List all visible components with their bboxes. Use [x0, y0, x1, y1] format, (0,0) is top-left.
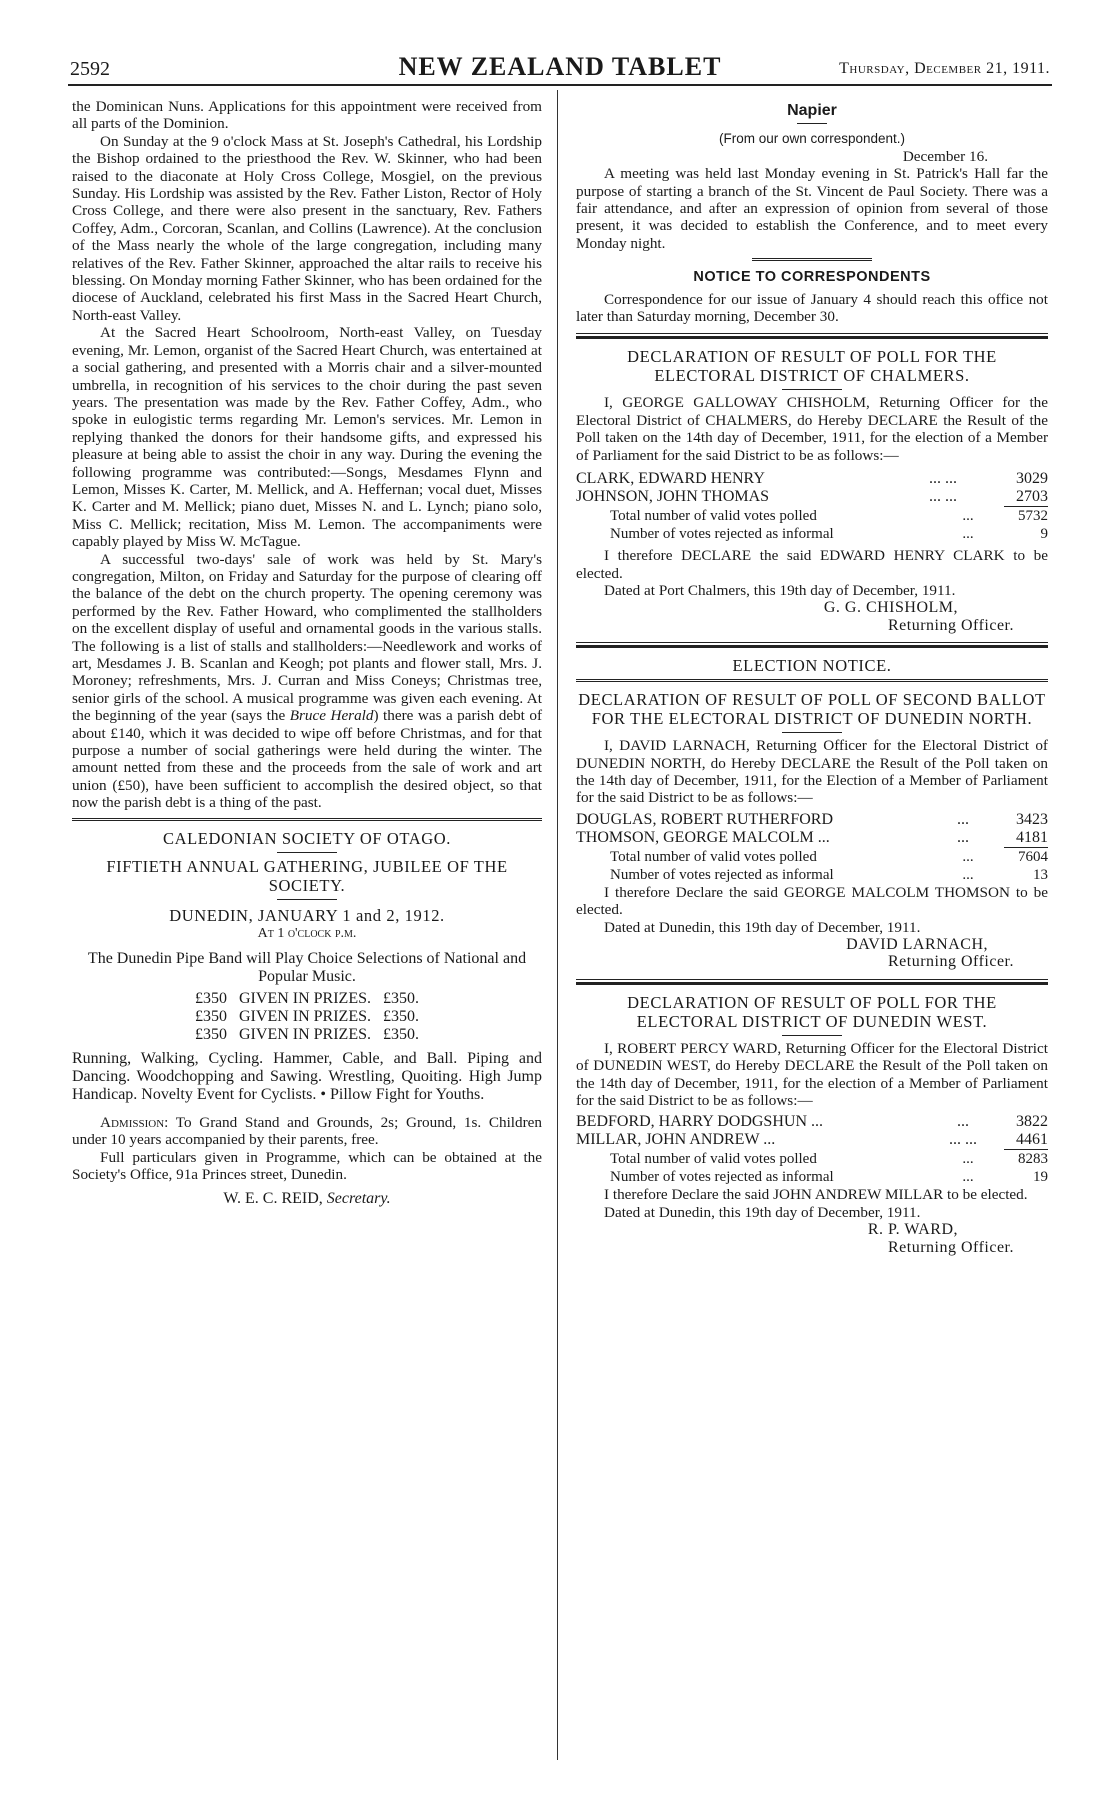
- leader-dots: ...: [962, 508, 974, 525]
- candidate-name: MILLAR, JOHN ANDREW ...: [576, 1131, 776, 1149]
- leader-dots: ...: [957, 810, 969, 828]
- leader-dots: ... ...: [929, 470, 957, 488]
- napier-body: A meeting was held last Monday evening in St. Patrick's Hall far the purpose of starting a branch of the St. Vincent de Paul Society. There was a fair attendance, and after an expression of opinion from several of those present, it was decided to establish the Conference, and to meet every Monday night.: [576, 165, 1048, 252]
- candidate-name: THOMSON, GEORGE MALCOLM ...: [576, 828, 830, 846]
- vote-count: 3423: [1016, 810, 1048, 828]
- leader-dots: ... ...: [949, 1131, 977, 1149]
- prize-text: GIVEN IN PRIZES.: [239, 1026, 371, 1044]
- vote-count: 2703: [1016, 488, 1048, 506]
- north-signature: DAVID LARNACH,: [846, 935, 988, 953]
- total-votes: 7604: [1018, 848, 1048, 865]
- short-rule: [782, 732, 842, 733]
- caledonian-events: Running, Walking, Cycling. Hammer, Cable, and Ball. Piping and Dancing. Woodchopping and Sawing. Wrestling, Quoiting. High Jump Handicap. Novelty Event for Cyclists. • Pillow Fight for Youths.: [72, 1050, 542, 1104]
- prize-text: GIVEN IN PRIZES.: [239, 990, 371, 1008]
- page-header: [70, 52, 1050, 86]
- west-signature: R. P. WARD,: [867, 1221, 958, 1239]
- rejected-label: Number of votes rejected as informal: [610, 866, 834, 883]
- napier-date: December 16.: [902, 147, 988, 165]
- total-row: [576, 1150, 1048, 1168]
- caledonian-date: DUNEDIN, JANUARY 1 and 2, 1912.: [169, 905, 445, 925]
- total-row: [576, 507, 1048, 525]
- leader-dots: ...: [962, 1169, 974, 1186]
- publication-name: Bruce Herald: [289, 707, 374, 725]
- short-rule: [797, 123, 827, 124]
- total-votes: 5732: [1018, 508, 1048, 525]
- prize-amount: £350.: [383, 1026, 419, 1044]
- result-row: [576, 470, 1048, 488]
- caledonian-title: CALEDONIAN SOCIETY OF OTAGO.: [162, 828, 452, 848]
- chalmers-signature: G. G. CHISHOLM,: [823, 599, 958, 617]
- vote-count: 3822: [1016, 1113, 1048, 1131]
- rejected-row: [576, 525, 1048, 543]
- short-rule: [277, 899, 337, 900]
- chalmers-declaration: I therefore DECLARE the said EDWARD HENRY CLARK to be elected.: [576, 547, 1048, 582]
- notice-heading: NOTICE TO CORRESPONDENTS: [693, 269, 931, 286]
- admission-text: : To Grand Stand and Grounds, 2s; Ground, 1s. Children under 10 years accompanied by their parents, free.: [72, 1114, 542, 1149]
- west-declaration: I therefore Declare the said JOHN ANDREW MILLAR to be elected.: [604, 1186, 1028, 1204]
- section-rule: [576, 979, 1048, 985]
- result-row: [576, 488, 1048, 506]
- leader-dots: ...: [962, 1151, 974, 1168]
- leader-dots: ...: [957, 828, 969, 846]
- chalmers-results: [576, 470, 1048, 506]
- left-column: [72, 98, 542, 1207]
- total-label: Total number of valid votes polled: [610, 508, 817, 525]
- article-paragraph: At the Sacred Heart Schoolroom, North-east Valley, on Tuesday evening, Mr. Lemon, organist of the Sacred Heart Church, was entertained at a social gathering, and presented with a Morris chair and a silver-mounted umbrella, in recognition of his services to the choir during the past seven years. The presentation was made by the Rev. Father Coffey, Adm., who spoke in eulogistic terms regarding Mr. Lemon's services. Mr. Lemon in replying thanked the donors for their handsome gifts, and expressed his pleasure at being able to assist the choir in any way. During the evening the following programme was contributed:—Songs, Mesdames Flynn and Lemon, Misses K. Carter, M. Mellick, and A. Heffernan; vocal duet, Misses K. Carter and M. Mellick; piano duet, Misses N. and L. Lynch; piano solo, Miss C. Mellick; recitation, Miss M. Lemon. The accompaniments were capably played by Miss W. McTague.: [72, 324, 542, 551]
- result-row: [576, 829, 1048, 847]
- rejected-label: Number of votes rejected as informal: [610, 526, 834, 543]
- rejected-votes: 13: [1033, 866, 1048, 883]
- short-rule: [277, 852, 337, 853]
- prize-list: [189, 990, 425, 1044]
- rejected-votes: 9: [1040, 526, 1048, 543]
- prize-row: [189, 990, 425, 1008]
- notice-body: Correspondence for our issue of January 4 should reach this office not later than Saturday morning, December 30.: [576, 290, 1048, 326]
- prize-amount: £350: [195, 990, 227, 1008]
- result-row: [576, 811, 1048, 829]
- total-row: [576, 848, 1048, 866]
- west-title: DECLARATION OF RESULT OF POLL FOR THE ELECTORAL DISTRICT OF DUNEDIN WEST.: [627, 992, 997, 1031]
- paragraph-text: A successful two-days' sale of work was held by St. Mary's congregation, Milton, on Friday and Saturday for the purpose of clearing off the balance of the debt on the church property. The opening ceremony was performed by the Rev. Father Howard, who complimented the stallholders on the excellent display of useful and ornamental goods in the various stalls. The following is a list of stalls and stallholders:—Needlework and works of art, Mesdames J. B. Scanlan and Keogh; pot plants and flower stall, Mrs. J. Moroney; refreshments, Mrs. J. Curran and Miss Coneys; Christmas tree, senior girls of the school. A musical programme was given each evening. At the beginning of the year (says the: [72, 550, 542, 725]
- page-number: 2592: [70, 58, 110, 80]
- caledonian-time: At 1 o'clock p.m.: [257, 925, 357, 941]
- north-totals: [576, 848, 1048, 884]
- admission-paragraph: [72, 1114, 542, 1149]
- north-body: I, DAVID LARNACH, Returning Officer for the Electoral District of DUNEDIN NORTH, do Hereby DECLARE the Result of the Poll taken on the 14th day of December, 1911, for the Election of a Member of Parliament for the said District to be as follows:—: [576, 737, 1048, 807]
- secretary-name: W. E. C. REID,: [223, 1189, 327, 1207]
- election-notice-heading: ELECTION NOTICE.: [732, 656, 892, 676]
- west-totals: [576, 1150, 1048, 1186]
- napier-correspondent: (From our own correspondent.): [718, 131, 906, 147]
- north-title: DECLARATION OF RESULT OF POLL OF SECOND BALLOT FOR THE ELECTORAL DISTRICT OF DUNEDIN NORTH.: [578, 690, 1046, 729]
- vote-count: 4461: [1016, 1131, 1048, 1149]
- chalmers-title: DECLARATION OF RESULT OF POLL FOR THE ELECTORAL DISTRICT OF CHALMERS.: [627, 347, 997, 386]
- west-results: [576, 1113, 1048, 1149]
- section-rule: [72, 818, 542, 821]
- rejected-row: [576, 1168, 1048, 1186]
- paragraph-text: ) there was a parish debt of about £140, which it was decided to wipe off before Christmas, and for that purpose a number of social gatherings were held during the winter. The amount netted from these and the proceeds from the sale of work and art union (£50), have been sufficient to accomplish the desired object, so that now the parish debt is a thing of the past.: [72, 707, 543, 812]
- short-double-rule: [752, 258, 872, 261]
- section-rule: [576, 679, 1048, 682]
- header-rule: [68, 84, 1052, 86]
- north-results: [576, 811, 1048, 847]
- short-rule: [782, 1035, 842, 1036]
- caledonian-signature: [72, 1190, 542, 1207]
- caledonian-band: The Dunedin Pipe Band will Play Choice Selections of National and Popular Music.: [87, 950, 527, 986]
- rejected-votes: 19: [1033, 1169, 1048, 1186]
- leader-dots: ...: [962, 866, 974, 883]
- napier-heading: Napier: [787, 102, 837, 119]
- chalmers-dated: Dated at Port Chalmers, this 19th day of December, 1911.: [604, 581, 956, 599]
- candidate-name: CLARK, EDWARD HENRY: [576, 470, 765, 488]
- leader-dots: ...: [962, 848, 974, 865]
- rejected-label: Number of votes rejected as informal: [610, 1169, 834, 1186]
- result-row: [576, 1113, 1048, 1131]
- newspaper-title: NEW ZEALAND TABLET: [398, 52, 722, 81]
- north-dated: Dated at Dunedin, this 19th day of December, 1911.: [604, 918, 921, 936]
- caledonian-subtitle: FIFTIETH ANNUAL GATHERING, JUBILEE OF THE SOCIETY.: [106, 856, 508, 895]
- prize-row: [189, 1008, 425, 1026]
- west-body: I, ROBERT PERCY WARD, Returning Officer for the Electoral District of DUNEDIN WEST, do Hereby DECLARE the Result of the Poll taken on the 14th day of December, 1911, for the election of a Member of Parliament for the said District to be as follows:—: [576, 1039, 1048, 1109]
- north-declaration: I therefore Declare the said GEORGE MALCOLM THOMSON to be elected.: [576, 883, 1048, 919]
- prize-amount: £350.: [383, 990, 419, 1008]
- article-paragraph: the Dominican Nuns. Applications for this appointment were received from all parts of the Dominion.: [72, 98, 542, 133]
- section-rule: [576, 333, 1048, 339]
- total-label: Total number of valid votes polled: [610, 1151, 817, 1168]
- candidate-name: BEDFORD, HARRY DODGSHUN ...: [576, 1113, 823, 1131]
- result-row: [576, 1131, 1048, 1149]
- west-role: Returning Officer.: [887, 1238, 1014, 1256]
- prize-row: [189, 1026, 425, 1044]
- total-votes: 8283: [1018, 1151, 1048, 1168]
- article-paragraph: On Sunday at the 9 o'clock Mass at St. Joseph's Cathedral, his Lordship the Bishop ordained to the priesthood the Rev. W. Skinner, who had been raised to the diaconate at Holy Cross College, Mosgiel, on the previous Sunday. His Lordship was assisted by the Rev. Father Liston, Rector of Holy Cross College, and there were also present in the sanctuary, Rev. Fathers Coffey, Adm., Corcoran, Scanlan, and Collins (Lawrence). At the conclusion of the Mass nearly the whole of the large congregation, including many relatives of the Rev. Father Skinner, approached the altar rails to receive his blessing. On Monday morning Father Skinner, who has been ordained for the diocese of Auckland, celebrated his first Mass in the Sacred Heart Church, North-east Valley.: [72, 132, 542, 324]
- section-rule: [576, 642, 1048, 648]
- prize-amount: £350.: [383, 1008, 419, 1026]
- particulars-paragraph: Full particulars given in Programme, which can be obtained at the Society's Office, 91a Princes street, Dunedin.: [72, 1148, 542, 1184]
- vote-count: 3029: [1016, 470, 1048, 488]
- admission-label: Admission: [100, 1114, 165, 1132]
- secretary-role: Secretary.: [326, 1189, 391, 1207]
- chalmers-role: Returning Officer.: [887, 616, 1014, 634]
- vote-count: 4181: [1016, 828, 1048, 846]
- chalmers-body: I, GEORGE GALLOWAY CHISHOLM, Returning Officer for the Electoral District of CHALMERS, do Hereby DECLARE the Result of the Poll taken on the 14th day of December, 1911, for the election of a Member of Parliament for the said District to be as follows:—: [576, 394, 1048, 464]
- short-rule: [782, 389, 842, 390]
- candidate-name: DOUGLAS, ROBERT RUTHERFORD: [576, 810, 833, 828]
- leader-dots: ...: [957, 1113, 969, 1131]
- total-label: Total number of valid votes polled: [610, 848, 817, 865]
- north-role: Returning Officer.: [887, 953, 1014, 971]
- candidate-name: JOHNSON, JOHN THOMAS: [576, 488, 770, 506]
- right-column: [576, 98, 1048, 1256]
- leader-dots: ... ...: [929, 488, 957, 506]
- prize-amount: £350: [195, 1008, 227, 1026]
- column-divider: [557, 90, 558, 1760]
- issue-date: Thursday, December 21, 1911.: [839, 60, 1050, 77]
- leader-dots: ...: [962, 526, 974, 543]
- prize-amount: £350: [195, 1026, 227, 1044]
- article-paragraph: [72, 551, 542, 812]
- prize-text: GIVEN IN PRIZES.: [239, 1008, 371, 1026]
- chalmers-totals: [576, 507, 1048, 543]
- west-dated: Dated at Dunedin, this 19th day of December, 1911.: [604, 1203, 921, 1221]
- rejected-row: [576, 866, 1048, 884]
